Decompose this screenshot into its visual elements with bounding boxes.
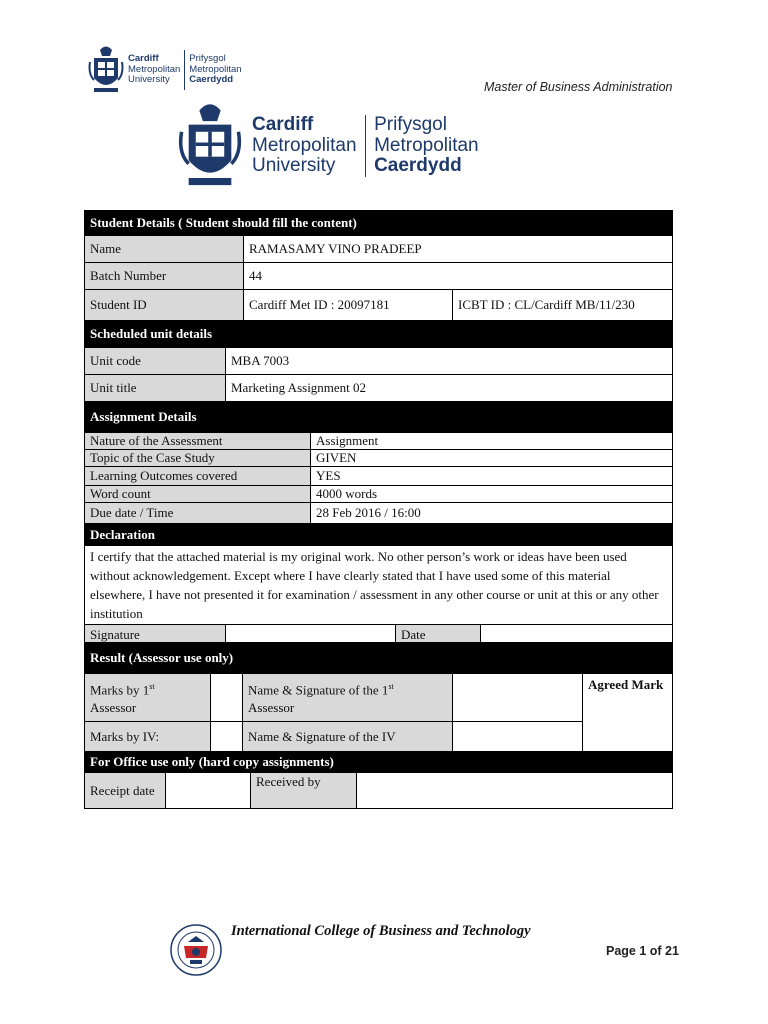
logo-english-text: Cardiff Metropolitan University xyxy=(252,113,357,177)
signature-1st-assessor-label: Name & Signature of the 1st Assessor xyxy=(243,674,453,722)
marks-1st-assessor-field[interactable] xyxy=(211,674,243,722)
outcomes-field[interactable]: YES xyxy=(311,467,673,486)
signature-1st-assessor-field[interactable] xyxy=(453,674,583,722)
crest-icon xyxy=(88,44,124,96)
name-field[interactable]: RAMASAMY VINO PRADEEP xyxy=(244,236,673,263)
unit-title-field[interactable]: Marketing Assignment 02 xyxy=(226,375,673,402)
college-seal-icon xyxy=(170,924,222,976)
student-details-table xyxy=(84,210,673,321)
marks-iv-label: Marks by IV: xyxy=(85,722,211,752)
logo-divider xyxy=(365,115,367,177)
agreed-mark-cell[interactable]: Agreed Mark xyxy=(583,674,673,752)
receipt-date-label: Receipt date xyxy=(85,773,166,809)
crest-icon xyxy=(178,98,242,194)
section-heading-declaration: Declaration xyxy=(85,525,673,546)
logo-english-text: Cardiff Metropolitan University xyxy=(128,53,181,86)
section-heading-student: Student Details ( Student should fill the content) xyxy=(85,211,673,236)
declaration-text: I certify that the attached material is my original work. No other person’s work or ideas have been used without acknowledgement. Except where I have clearly stated that I have used some of this material elsewhere, I have not presented it for examination / assessment in any other course or unit at this or any other institution xyxy=(85,546,673,625)
nature-field[interactable]: Assignment xyxy=(311,433,673,450)
word-count-label: Word count xyxy=(85,486,311,503)
unit-code-label: Unit code xyxy=(85,348,226,375)
university-logo-large xyxy=(178,98,479,194)
batch-field[interactable]: 44 xyxy=(244,263,673,290)
topic-label: Topic of the Case Study xyxy=(85,450,311,467)
received-by-field[interactable] xyxy=(357,773,673,809)
due-date-field[interactable]: 28 Feb 2016 / 16:00 xyxy=(311,503,673,524)
section-heading-assignment: Assignment Details xyxy=(85,402,673,433)
topic-field[interactable]: GIVEN xyxy=(311,450,673,467)
section-heading-unit: Scheduled unit details xyxy=(85,321,673,348)
section-heading-office: For Office use only (hard copy assignments) xyxy=(85,752,673,773)
logo-welsh-text: Prifysgol Metropolitan Caerdydd xyxy=(189,53,242,86)
page-number: Page 1 of 21 xyxy=(606,944,679,958)
receipt-date-field[interactable] xyxy=(166,773,251,809)
nature-label: Nature of the Assessment xyxy=(85,433,311,450)
program-title: Master of Business Administration xyxy=(484,80,673,94)
word-count-field[interactable]: 4000 words xyxy=(311,486,673,503)
signature-iv-field[interactable] xyxy=(453,722,583,752)
due-date-label: Due date / Time xyxy=(85,503,311,524)
batch-label: Batch Number xyxy=(85,263,244,290)
signature-label: Signature xyxy=(85,625,226,646)
date-label: Date xyxy=(396,625,481,646)
cardiff-id-field[interactable]: Cardiff Met ID : 20097181 xyxy=(244,290,453,321)
college-name: International College of Business and Technology xyxy=(231,923,531,939)
marks-iv-field[interactable] xyxy=(211,722,243,752)
result-table xyxy=(84,642,673,752)
student-id-label: Student ID xyxy=(85,290,244,321)
icbt-id-field[interactable]: ICBT ID : CL/Cardiff MB/11/230 xyxy=(453,290,673,321)
assignment-details-table xyxy=(84,401,673,524)
section-heading-result: Result (Assessor use only) xyxy=(85,643,673,674)
unit-details-table xyxy=(84,320,673,402)
unit-title-label: Unit title xyxy=(85,375,226,402)
outcomes-label: Learning Outcomes covered xyxy=(85,467,311,486)
logo-welsh-text: Prifysgol Metropolitan Caerdydd xyxy=(374,113,479,177)
university-logo-small xyxy=(88,44,242,96)
name-label: Name xyxy=(85,236,244,263)
marks-1st-assessor-label: Marks by 1st Assessor xyxy=(85,674,211,722)
office-use-table xyxy=(84,751,673,809)
declaration-table xyxy=(84,524,673,646)
signature-iv-label: Name & Signature of the IV xyxy=(243,722,453,752)
unit-code-field[interactable]: MBA 7003 xyxy=(226,348,673,375)
received-by-label: Received by xyxy=(251,773,357,809)
logo-divider xyxy=(184,50,185,90)
